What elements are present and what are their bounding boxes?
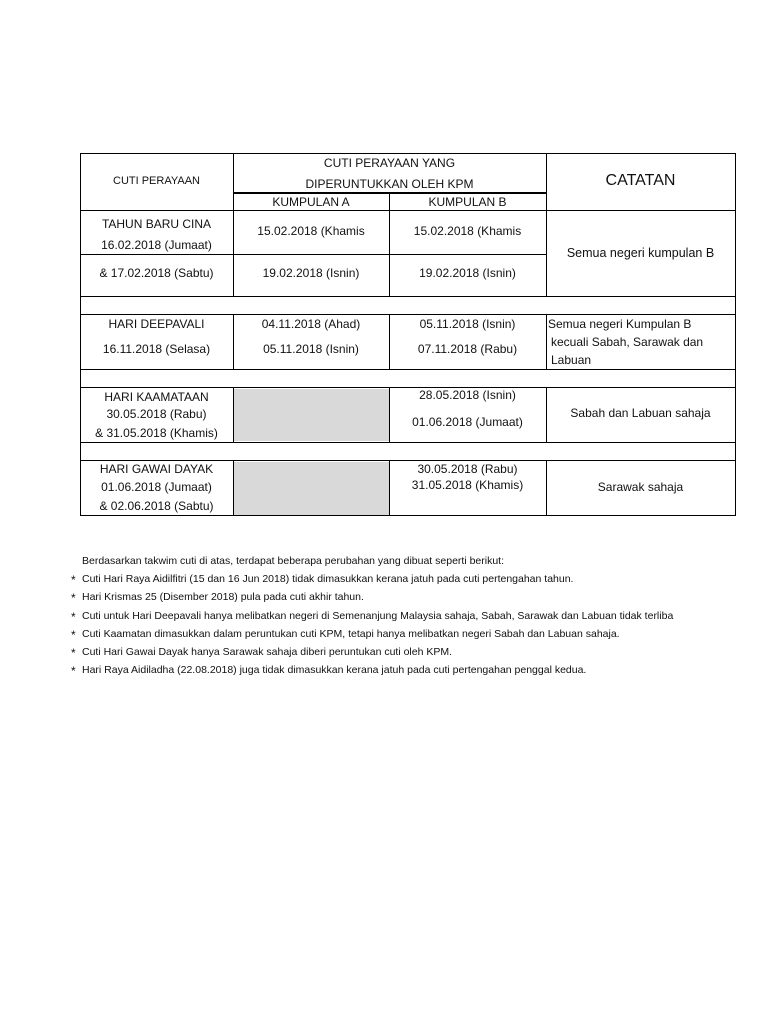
kumpulan-b-date: 28.05.2018 (Isnin): [419, 388, 516, 402]
bullet-star: *: [71, 591, 76, 605]
kumpulan-b-date: 31.05.2018 (Khamis): [411, 478, 524, 492]
notes-intro: Berdasarkan takwim cuti di atas, terdapat beberapa perubahan yang dibuat seperti berikut:: [82, 555, 505, 567]
kumpulan-b-date: 15.02.2018 (Khamis: [413, 224, 522, 238]
holiday-name: HARI GAWAI DAYAK: [99, 462, 214, 476]
catatan-note: Sabah dan Labuan sahaja: [570, 406, 711, 420]
table-border: [80, 296, 736, 297]
kumpulan-b-date: 19.02.2018 (Isnin): [419, 266, 516, 280]
empty-cell-kaamataan-a: [234, 389, 389, 441]
kumpulan-b-date: 01.06.2018 (Jumaat): [412, 415, 523, 429]
header-kumpulan-a: KUMPULAN A: [272, 195, 350, 209]
holiday-date: & 02.06.2018 (Sabtu): [99, 499, 214, 513]
kumpulan-b-date: 07.11.2018 (Rabu): [417, 342, 518, 356]
note-item: Hari Raya Aidiladha (22.08.2018) juga tidak dimasukkan kerana jatuh pada cuti pertengahan penggal kedua.: [82, 664, 587, 676]
catatan-note: Semua negeri Kumpulan B: [548, 317, 692, 331]
table-border: [233, 387, 234, 443]
holiday-name: HARI DEEPAVALI: [108, 317, 205, 331]
holiday-name: TAHUN BARU CINA: [101, 217, 212, 231]
table-border: [80, 210, 736, 211]
note-item: Cuti Kaamatan dimasukkan dalam peruntukan cuti KPM, tetapi hanya melibatkan negeri Sabah dan Labuan sahaja.: [82, 628, 620, 640]
kumpulan-a-date: 15.02.2018 (Khamis: [257, 224, 365, 238]
table-border: [233, 460, 234, 516]
kumpulan-b-date: 30.05.2018 (Rabu): [417, 462, 518, 476]
table-border: [80, 442, 736, 443]
note-item: Cuti untuk Hari Deepavali hanya melibatkan negeri di Semenanjung Malaysia sahaja, Sabah, Sarawak dan Labuan tidak terliba: [82, 610, 674, 622]
bullet-star: *: [71, 610, 76, 624]
header-catatan: CATATAN: [605, 172, 676, 189]
bullet-star: *: [71, 628, 76, 642]
catatan-note: Labuan: [551, 353, 592, 367]
holiday-date: & 17.02.2018 (Sabtu): [99, 266, 214, 280]
table-border: [80, 153, 736, 154]
header-kpm-line1: CUTI PERAYAAN YANG: [323, 156, 456, 170]
holiday-date: 16.02.2018 (Jumaat): [101, 238, 212, 252]
table-border: [80, 515, 736, 516]
note-item: Cuti Hari Gawai Dayak hanya Sarawak sahaja diberi peruntukan cuti oleh KPM.: [82, 646, 453, 658]
holiday-date: 16.11.2018 (Selasa): [102, 342, 211, 356]
catatan-note: Semua negeri kumpulan B: [566, 246, 715, 260]
table-border: [80, 254, 546, 255]
bullet-star: *: [71, 664, 76, 678]
catatan-note: Sarawak sahaja: [597, 480, 684, 494]
holiday-name: HARI KAAMATAAN: [104, 390, 209, 404]
holiday-date: 30.05.2018 (Rabu): [106, 407, 207, 421]
catatan-note: kecuali Sabah, Sarawak dan: [551, 335, 704, 349]
bullet-star: *: [71, 646, 76, 660]
table-border: [735, 153, 736, 516]
kumpulan-a-date: 19.02.2018 (Isnin): [262, 266, 360, 280]
kumpulan-a-date: 04.11.2018 (Ahad): [261, 317, 361, 331]
table-border: [546, 314, 547, 370]
header-kumpulan-b: KUMPULAN B: [428, 195, 507, 209]
kumpulan-b-date: 05.11.2018 (Isnin): [419, 317, 516, 331]
bullet-star: *: [71, 573, 76, 587]
note-item: Cuti Hari Raya Aidilfitri (15 dan 16 Jun 2018) tidak dimasukkan kerana jatuh pada cuti pertengahan tahun.: [82, 573, 574, 585]
holiday-date: 01.06.2018 (Jumaat): [101, 480, 212, 494]
table-border: [80, 369, 736, 370]
empty-cell-gawai-a: [234, 462, 389, 515]
table-border: [80, 460, 736, 461]
holiday-date: & 31.05.2018 (Khamis): [95, 426, 218, 440]
header-kpm-line2: DIPERUNTUKKAN OLEH KPM: [305, 177, 474, 191]
kumpulan-a-date: 05.11.2018 (Isnin): [263, 342, 359, 356]
header-cuti-perayaan: CUTI PERAYAAN: [113, 175, 200, 187]
table-border: [80, 314, 736, 315]
note-item: Hari Krismas 25 (Disember 2018) pula pada cuti akhir tahun.: [82, 591, 364, 603]
